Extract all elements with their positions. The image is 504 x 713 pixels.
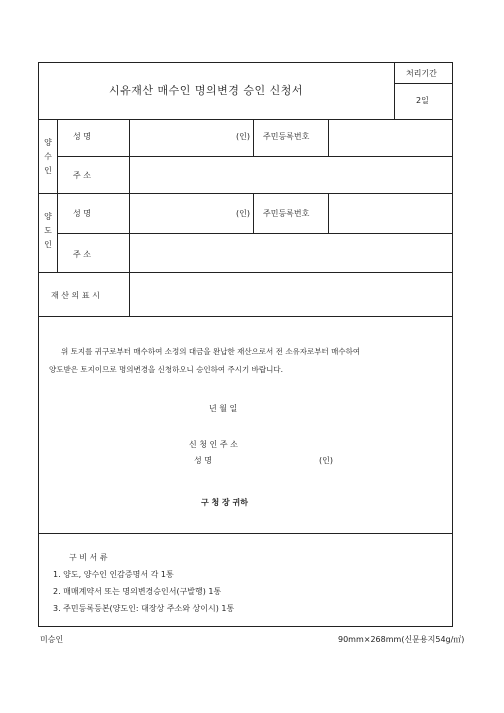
doc-item: 1. 양도, 양수인 인감증명서 각 1통 bbox=[53, 570, 174, 579]
buyer-id-label: 주민등록번호 bbox=[263, 132, 310, 141]
buyer-name-field[interactable] bbox=[131, 123, 251, 153]
doc-item: 2. 매매계약서 또는 명의변경승인서(구발행) 1통 bbox=[53, 587, 222, 596]
doc-item: 3. 주민등록등본(양도인: 대장상 주소와 상이시) 1통 bbox=[53, 604, 235, 613]
form-title: 시유재산 매수인 명의변경 승인 신청서 bbox=[109, 84, 304, 97]
seller-id-divider bbox=[328, 193, 329, 233]
seller-bottom-line bbox=[39, 272, 452, 273]
statement-line-2: 양도받은 토지이므로 명의변경을 신청하오니 승인하여 주시기 바랍니다. bbox=[49, 365, 284, 374]
seller-seal: (인) bbox=[236, 209, 250, 218]
seller-id-label: 주민등록번호 bbox=[263, 209, 310, 218]
date-line: 년 월 일 bbox=[209, 404, 238, 413]
seller-mid-line bbox=[57, 233, 452, 234]
docs-heading: 구 비 서 류 bbox=[69, 553, 108, 562]
footer-left: 미승인 bbox=[40, 635, 64, 644]
buyer-id-divider bbox=[328, 119, 329, 156]
buyer-side-label: 양 수 인 bbox=[44, 138, 52, 175]
property-bottom-line bbox=[39, 316, 452, 317]
buyer-mid-line bbox=[57, 156, 452, 157]
processing-divider bbox=[394, 83, 453, 84]
buyer-address-label: 주 소 bbox=[73, 171, 91, 180]
buyer-seal: (인) bbox=[236, 132, 250, 141]
property-divider bbox=[129, 272, 130, 316]
processing-period-label: 처리기간 bbox=[406, 69, 437, 78]
application-form bbox=[38, 62, 453, 627]
header-divider bbox=[394, 63, 395, 119]
seller-side-label: 양 도 인 bbox=[44, 212, 52, 249]
seller-name-label: 성 명 bbox=[73, 209, 91, 218]
applicant-seal: (인) bbox=[319, 456, 333, 465]
processing-period-value: 2일 bbox=[416, 96, 429, 105]
buyer-name-label: 성 명 bbox=[73, 132, 91, 141]
seller-seal-divider bbox=[253, 193, 254, 233]
property-label: 재 산 의 표 시 bbox=[51, 291, 100, 300]
applicant-name-label: 성 명 bbox=[194, 456, 212, 465]
footer-right: 90mm×268mm(신문용지54g/㎡) bbox=[338, 635, 465, 644]
recipient-line: 구 청 장 귀하 bbox=[201, 498, 248, 507]
buyer-bottom-line bbox=[39, 193, 452, 194]
docs-top-line bbox=[39, 533, 452, 534]
statement-line-1: 위 토지를 귀구로부터 매수하여 소정의 대금을 완납한 재산으로서 전 소유자로부터 매수하여 bbox=[61, 347, 361, 356]
buyer-seal-divider bbox=[253, 119, 254, 156]
header-bottom-line bbox=[39, 119, 452, 120]
applicant-address-label: 신 청 인 주 소 bbox=[189, 440, 238, 449]
seller-address-label: 주 소 bbox=[73, 250, 91, 259]
